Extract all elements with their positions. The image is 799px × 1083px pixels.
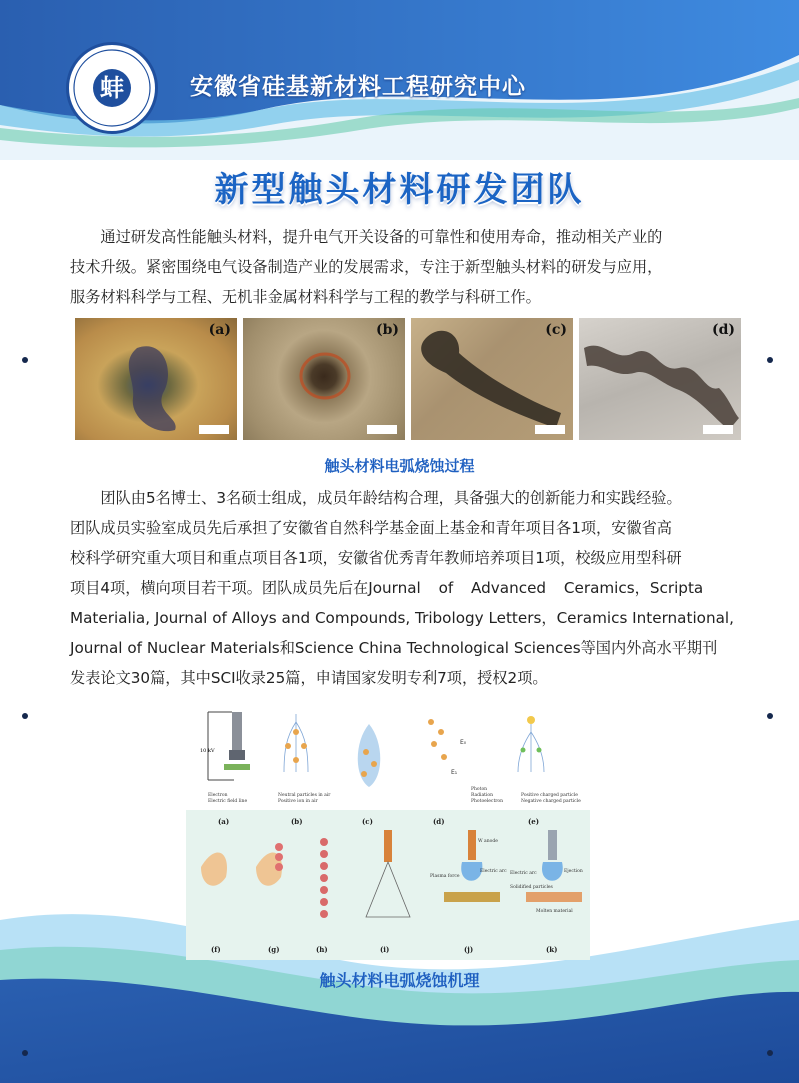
annotation: Electric arc <box>510 871 537 876</box>
legend-item: Positive ion in air <box>278 799 318 804</box>
annotation: Electric arc <box>480 869 507 874</box>
legend-item: Electron <box>208 793 228 798</box>
legend-item: Neutral particles in air <box>278 793 331 798</box>
organization-title: 安徽省硅基新材料工程研究中心 <box>190 74 526 100</box>
annotation: Ejection <box>564 869 583 874</box>
side-dot <box>22 713 28 719</box>
side-dot <box>22 1050 28 1056</box>
field-label-e1: E₁ <box>451 769 458 776</box>
erosion-photo-d <box>579 318 741 440</box>
photo-label: (d) <box>711 322 735 338</box>
side-dot <box>767 713 773 719</box>
caption-erosion-process: 触头材料电弧烧蚀过程 <box>324 457 475 475</box>
annotation: Plasma force <box>430 874 460 879</box>
field-label-e0: E₀ <box>460 739 467 746</box>
team-line: 项目4项，横向项目若干项。团队成员先后在Journal of Advanced Ceramics，Scripta <box>70 579 704 597</box>
legend-item: Negative charged particle <box>521 799 581 804</box>
scale-bar <box>703 425 733 434</box>
erosion-photo-strip <box>75 318 741 440</box>
voltage-label: 10 kV <box>200 748 215 754</box>
team-line: 团队成员实验室成员先后承担了安徽省自然科学基金面上基金和青年项目各1项，安徽省高 <box>70 519 672 537</box>
logo-emblem: 蚌 <box>93 69 131 107</box>
photo-label: (a) <box>208 322 231 338</box>
scale-bar <box>367 425 397 434</box>
team-line: Journal of Nuclear Materials和Science China Technological Sciences等国内外高水平期刊 <box>70 639 718 657</box>
panel-label: (h) <box>316 945 328 954</box>
panel-label: (c) <box>362 817 373 826</box>
scale-bar <box>199 425 229 434</box>
intro-line: 通过研发高性能触头材料，提升电气开关设备的可靠性和使用寿命，推动相关产业的 <box>100 228 663 246</box>
annotation: W anode <box>478 839 498 844</box>
team-line: Materialia, Journal of Alloys and Compounds, Tribology Letters，Ceramics International, <box>70 609 734 627</box>
panel-label: (g) <box>268 945 280 954</box>
panel-label: (d) <box>433 817 445 826</box>
panel-label: (e) <box>528 817 540 826</box>
panel-label: (i) <box>380 945 390 954</box>
legend-item: Photon <box>471 787 488 792</box>
panel-label: (k) <box>546 945 558 954</box>
panel-label: (a) <box>218 817 230 826</box>
side-dot <box>767 357 773 363</box>
page-title: 新型触头材料研发团队 <box>214 170 585 210</box>
panel-label: (f) <box>211 945 221 954</box>
legend-item: Radiation <box>471 793 494 798</box>
intro-line: 技术升级。紧密围绕电气设备制造产业的发展需求，专注于新型触头材料的研发与应用， <box>70 258 663 276</box>
intro-line: 服务材料科学与工程、无机非金属材料科学与工程的教学与科研工作。 <box>70 288 541 306</box>
erosion-photo-b <box>243 318 405 440</box>
team-line: 校科学研究重大项目和重点项目各1项，安徽省优秀青年教师培养项目1项，校级应用型科研 <box>70 549 682 567</box>
photo-label: (b) <box>375 322 399 338</box>
team-line: 团队由5名博士、3名硕士组成，成员年龄结构合理，具备强大的创新能力和实践经验。 <box>100 489 682 507</box>
scale-bar <box>535 425 565 434</box>
panel-label: (j) <box>464 945 474 954</box>
annotation: Solidified particles <box>510 885 553 890</box>
side-dot <box>767 1050 773 1056</box>
caption-erosion-mechanism: 触头材料电弧烧蚀机理 <box>319 971 480 990</box>
team-paragraph <box>70 483 734 693</box>
side-dot <box>22 357 28 363</box>
legend-item: Photoelectron <box>471 799 504 804</box>
legend-item: Electric field line <box>208 799 248 804</box>
panel-label: (b) <box>291 817 303 826</box>
annotation: Molten material <box>536 909 573 914</box>
university-logo <box>66 42 158 134</box>
intro-paragraph <box>70 222 730 312</box>
photo-label: (c) <box>545 322 567 338</box>
team-line: 发表论文30篇，其中SCI收录25篇，申请国家发明专利7项，授权2项。 <box>70 669 548 687</box>
legend-item: Positive charged particle <box>521 793 578 798</box>
erosion-mechanism-figure <box>186 702 590 960</box>
erosion-photo-a <box>75 318 237 440</box>
erosion-photo-c <box>411 318 573 440</box>
